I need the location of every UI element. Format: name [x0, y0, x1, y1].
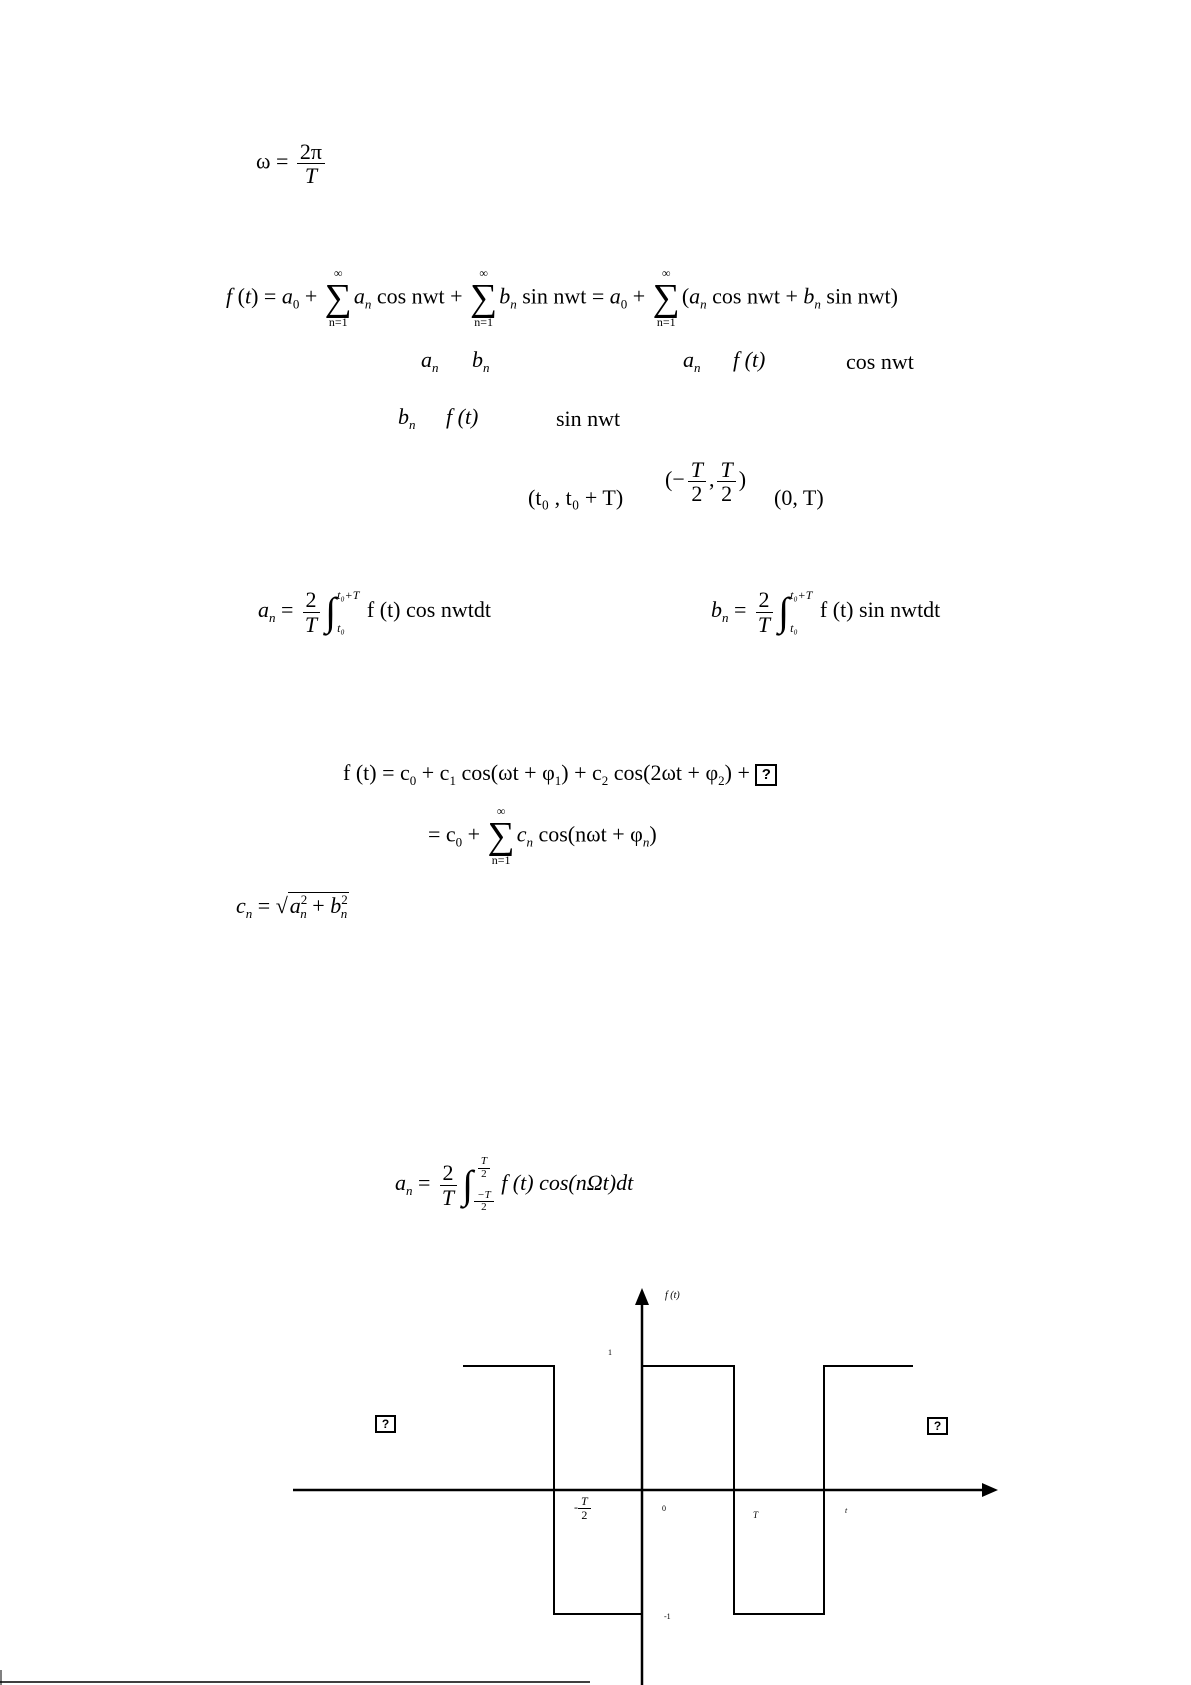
- label-bn-2: $b_n$: [398, 404, 416, 432]
- fourier-series-formula: f $(t) = a_0$ + ∞ ∑ n=1 $a_n$ cos nwt + ∞ ∑ n=1 $b_n$ sin nwt = $a_0$ + ∞ ∑ n=1 ($a_n$ cos nwt + $b_n$ sin nwt): [226, 266, 898, 330]
- omega-definition: ω = $\frac{2\pi}{T}$: [256, 140, 328, 187]
- label-ft: f (t): [733, 347, 766, 372]
- bn-integral-formula: $b_n$ = $\frac{2}{T}$ ∫ t₀+T t₀ f (t) sin nwtdt: [711, 587, 941, 637]
- amplitude-phase-line1: f $(t) = c_0 + c_1$ $\cos(\omega t + \varphi_1) + c_2$ $\cos(2\omega t + \varphi_2)$ + ?: [343, 760, 777, 789]
- x-axis-arrow-icon: [982, 1483, 998, 1497]
- label-ft-2: f (t): [446, 404, 479, 429]
- level-one-label: 1: [608, 1348, 612, 1357]
- half-period-label: T: [753, 1510, 759, 1520]
- origin-label: 0: [662, 1504, 666, 1513]
- an-integral-formula: $a_n$ = $\frac{2}{T}$ ∫ t₀+T t₀ f (t) cos nwtdt: [258, 587, 491, 637]
- missing-glyph-icon: ?: [755, 764, 777, 786]
- period-label: t: [845, 1506, 848, 1515]
- level-minus-one-label: -1: [664, 1612, 671, 1621]
- amplitude-phase-line2: = $c_0$ + ∞ ∑ n=1 $c_n$ $\cos(n\omega t + \varphi_n)$: [428, 804, 657, 868]
- right-missing-glyph-icon: ?: [927, 1417, 948, 1435]
- cn-formula: $c_n = √a^2_n + b^2_n$: [236, 892, 348, 921]
- label-cos-nwt: cos nwt: [846, 349, 914, 374]
- neg-half-period-label: - $\frac{T}{2}$: [574, 1495, 591, 1521]
- y-axis-arrow-icon: [635, 1288, 649, 1305]
- label-bn: $b_n$: [472, 347, 490, 375]
- interval-symmetric: (− $\frac{T}{2}$ , $\frac{T}{2}$ ): [665, 457, 747, 507]
- y-axis-label: f (t): [665, 1290, 680, 1301]
- left-missing-glyph-icon: ?: [375, 1415, 396, 1433]
- label-sin-nwt: sin nwt: [556, 406, 621, 431]
- label-an: $a_n$: [421, 347, 439, 375]
- interval-t0: (t₀ , t₀ + T): [528, 485, 624, 510]
- fourier-an-symmetric: $a_n$ = $\frac{2}{T}$ ∫ $\frac{T}{2}$ $\frac{-T}{2}$ f (t) cos(nΩt)dt: [395, 1155, 634, 1214]
- label-an-2: $a_n$: [683, 347, 701, 375]
- interval-zero-T: (0, T): [774, 485, 824, 510]
